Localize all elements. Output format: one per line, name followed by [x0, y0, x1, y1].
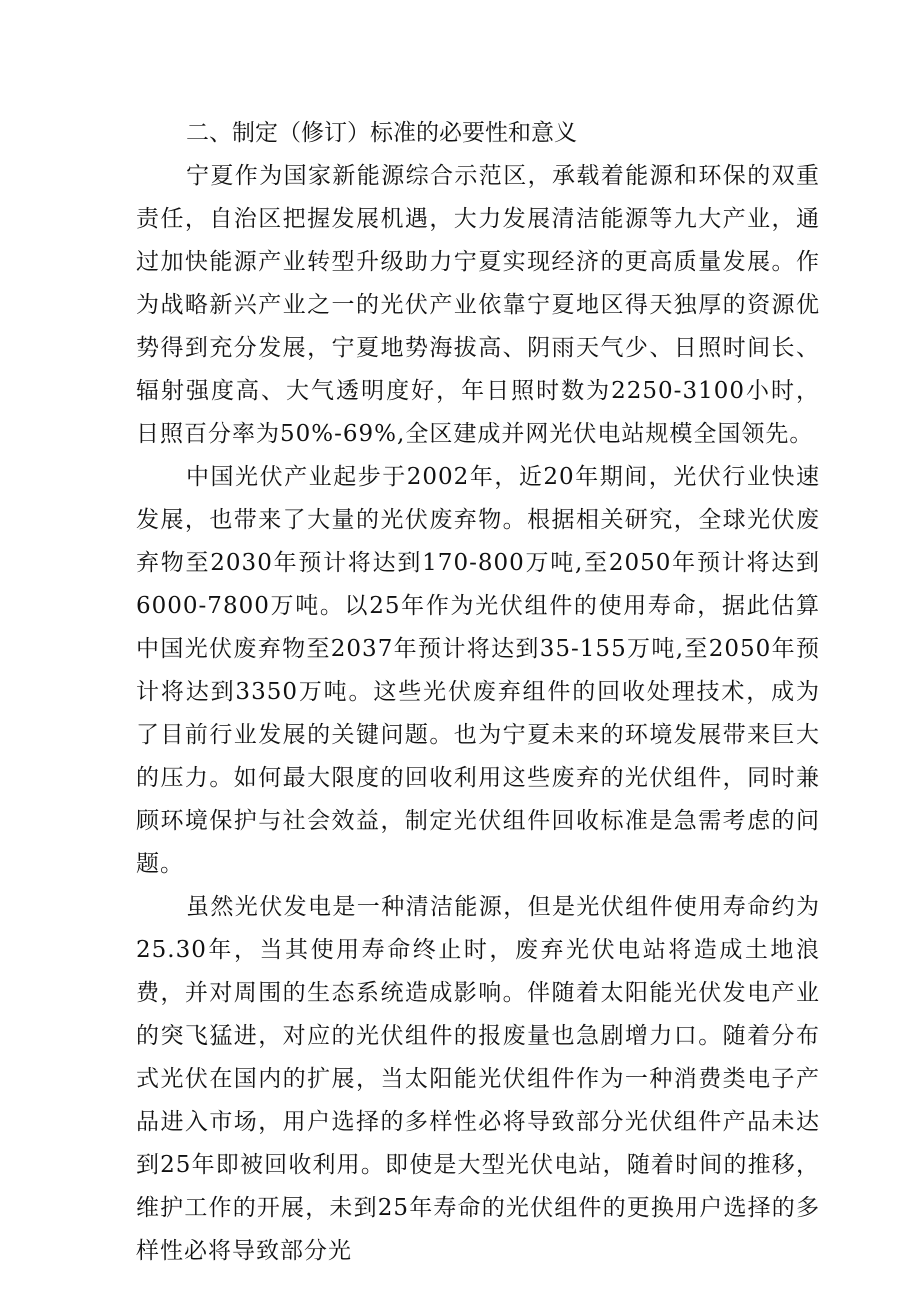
paragraph-ningxia-energy: 宁夏作为国家新能源综合示范区，承载着能源和环保的双重责任，自治区把握发展机遇，大力发展清洁能源等九大产业，通过加快能源产业转型升级助力宁夏实现经济的更高质量发展。作为战略新兴产业之一的光伏产业依靠宁夏地区得天独厚的资源优势得到充分发展，宁夏地势海拔高、阴雨天气少、日照时间长、辐射强度高、大气透明度好，年日照时数为2250-3100小时，日照百分率为50%-69%,全区建成并网光伏电站规模全国领先。 [136, 163, 820, 447]
document-body [136, 112, 820, 1273]
section-heading: 二、制定（修订）标准的必要性和意义 [186, 120, 577, 146]
paragraph-module-lifespan: 虽然光伏发电是一种清洁能源，但是光伏组件使用寿命约为25.30年，当其使用寿命终止时，废弃光伏电站将造成土地浪费，并对周围的生态系统造成影响。伴随着太阳能光伏发电产业的突飞猛进，对应的光伏组件的报废量也急剧增力口。随着分布式光伏在国内的扩展，当太阳能光伏组件作为一种消费类电子产品进入市场，用户选择的多样性必将导致部分光伏组件产品未达到25年即被回收利用。即使是大型光伏电站，随着时间的推移，维护工作的开展，未到25年寿命的光伏组件的更换用户选择的多样性必将导致部分光 [136, 894, 820, 1264]
paragraph-pv-waste: 中国光伏产业起步于2002年，近20年期间，光伏行业快速发展，也带来了大量的光伏废弃物。根据相关研究，全球光伏废弃物至2030年预计将达到170-800万吨,至2050年预计将达到6000-7800万吨。以25年作为光伏组件的使用寿命，据此估算中国光伏废弃物至2037年预计将达到35-155万吨,至2050年预计将达到3350万吨。这些光伏废弃组件的回收处理技术，成为了目前行业发展的关键问题。也为宁夏未来的环境发展带来巨大的压力。如何最大限度的回收利用这些废弃的光伏组件，同时兼顾环境保护与社会效益，制定光伏组件回收标准是急需考虑的问题。 [136, 464, 820, 877]
